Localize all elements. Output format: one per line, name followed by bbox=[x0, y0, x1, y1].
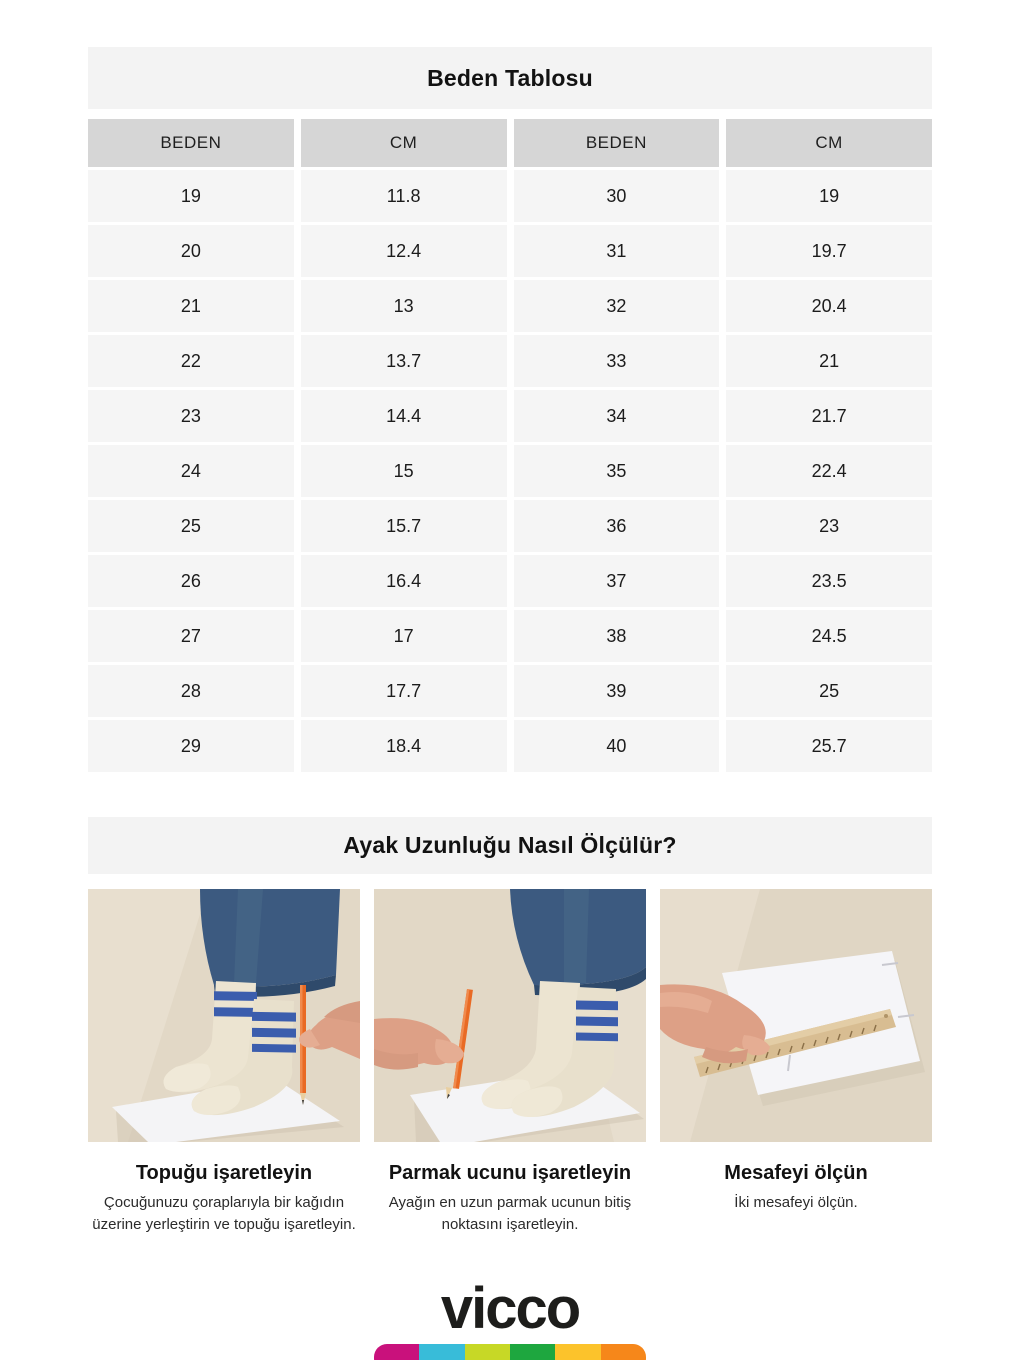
size-table-cell: 25 bbox=[88, 500, 294, 552]
brand-bar-segment bbox=[465, 1344, 510, 1360]
size-table-header: BEDEN bbox=[514, 119, 720, 167]
vicco-logo: vicco bbox=[440, 1275, 580, 1341]
size-table-cell: 29 bbox=[88, 720, 294, 772]
step-title: Mesafeyi ölçün bbox=[724, 1162, 868, 1184]
size-table-cell: 19 bbox=[88, 170, 294, 222]
step-description: Ayağın en uzun parmak ucunun bitiş noktasını işaretleyin. bbox=[388, 1194, 632, 1233]
step-measure-distance bbox=[660, 889, 932, 1236]
size-table-cell: 25 bbox=[726, 665, 932, 717]
size-table-cell: 23 bbox=[88, 390, 294, 442]
size-table-header: BEDEN bbox=[88, 119, 294, 167]
size-table-cell: 12.4 bbox=[301, 225, 507, 277]
mark-heel-photo bbox=[88, 889, 360, 1142]
size-table-cell: 32 bbox=[514, 280, 720, 332]
size-table-cell: 19 bbox=[726, 170, 932, 222]
size-table-cell: 26 bbox=[88, 555, 294, 607]
size-table-cell: 19.7 bbox=[726, 225, 932, 277]
size-table-cell: 36 bbox=[514, 500, 720, 552]
size-table-cell: 20 bbox=[88, 225, 294, 277]
section-title-banner bbox=[88, 817, 932, 874]
size-table-cell: 24 bbox=[88, 445, 294, 497]
size-table-cell: 21 bbox=[88, 280, 294, 332]
size-table-cell: 17 bbox=[301, 610, 507, 662]
size-table-cell: 33 bbox=[514, 335, 720, 387]
step-title: Parmak ucunu işaretleyin bbox=[388, 1162, 632, 1184]
size-table-cell: 27 bbox=[88, 610, 294, 662]
size-table-cell: 13.7 bbox=[301, 335, 507, 387]
size-table-cell: 40 bbox=[514, 720, 720, 772]
size-table-cell: 22 bbox=[88, 335, 294, 387]
brand-bar-segment bbox=[374, 1344, 419, 1360]
size-table-cell: 11.8 bbox=[301, 170, 507, 222]
page-title: Beden Tablosu bbox=[427, 64, 593, 91]
size-table-cell: 38 bbox=[514, 610, 720, 662]
size-table-cell: 13 bbox=[301, 280, 507, 332]
size-table-cell: 22.4 bbox=[726, 445, 932, 497]
measure-distance-photo bbox=[660, 889, 932, 1142]
size-table-cell: 16.4 bbox=[301, 555, 507, 607]
size-table-cell: 34 bbox=[514, 390, 720, 442]
size-table-cell: 20.4 bbox=[726, 280, 932, 332]
size-table-cell: 39 bbox=[514, 665, 720, 717]
step-mark-toe bbox=[374, 889, 646, 1236]
brand-footer bbox=[88, 1275, 932, 1360]
brand-bar-segment bbox=[419, 1344, 464, 1360]
step-mark-heel bbox=[88, 889, 360, 1236]
size-table-cell: 28 bbox=[88, 665, 294, 717]
size-table-cell: 25.7 bbox=[726, 720, 932, 772]
size-table-cell: 14.4 bbox=[301, 390, 507, 442]
main-title-banner bbox=[88, 47, 932, 109]
size-table-cell: 18.4 bbox=[301, 720, 507, 772]
size-table-header: CM bbox=[726, 119, 932, 167]
size-table-cell: 21 bbox=[726, 335, 932, 387]
size-table-cell: 37 bbox=[514, 555, 720, 607]
brand-bar-segment bbox=[601, 1344, 646, 1360]
size-table-cell: 23.5 bbox=[726, 555, 932, 607]
size-table-cell: 17.7 bbox=[301, 665, 507, 717]
size-table-cell: 31 bbox=[514, 225, 720, 277]
size-table-cell: 15 bbox=[301, 445, 507, 497]
size-table-cell: 35 bbox=[514, 445, 720, 497]
brand-bar-segment bbox=[555, 1344, 600, 1360]
size-table-cell: 30 bbox=[514, 170, 720, 222]
brand-color-bar bbox=[374, 1344, 646, 1360]
brand-bar-segment bbox=[510, 1344, 555, 1360]
size-table bbox=[88, 119, 932, 772]
mark-toe-photo bbox=[374, 889, 646, 1142]
size-table-header: CM bbox=[301, 119, 507, 167]
size-chart-page bbox=[0, 47, 1020, 1360]
step-title: Topuğu işaretleyin bbox=[135, 1162, 313, 1184]
jeans-leg bbox=[200, 889, 340, 997]
section-title: Ayak Uzunluğu Nasıl Ölçülür? bbox=[343, 832, 677, 858]
size-table-cell: 24.5 bbox=[726, 610, 932, 662]
step-description: Çocuğunuzu çoraplarıyla bir kağıdın üzerine yerleştirin ve topuğu işaretleyin. bbox=[92, 1194, 356, 1233]
size-table-cell: 21.7 bbox=[726, 390, 932, 442]
size-table-cell: 23 bbox=[726, 500, 932, 552]
size-table-cell: 15.7 bbox=[301, 500, 507, 552]
measurement-steps bbox=[88, 889, 932, 1236]
step-description: İki mesafeyi ölçün. bbox=[734, 1194, 858, 1211]
